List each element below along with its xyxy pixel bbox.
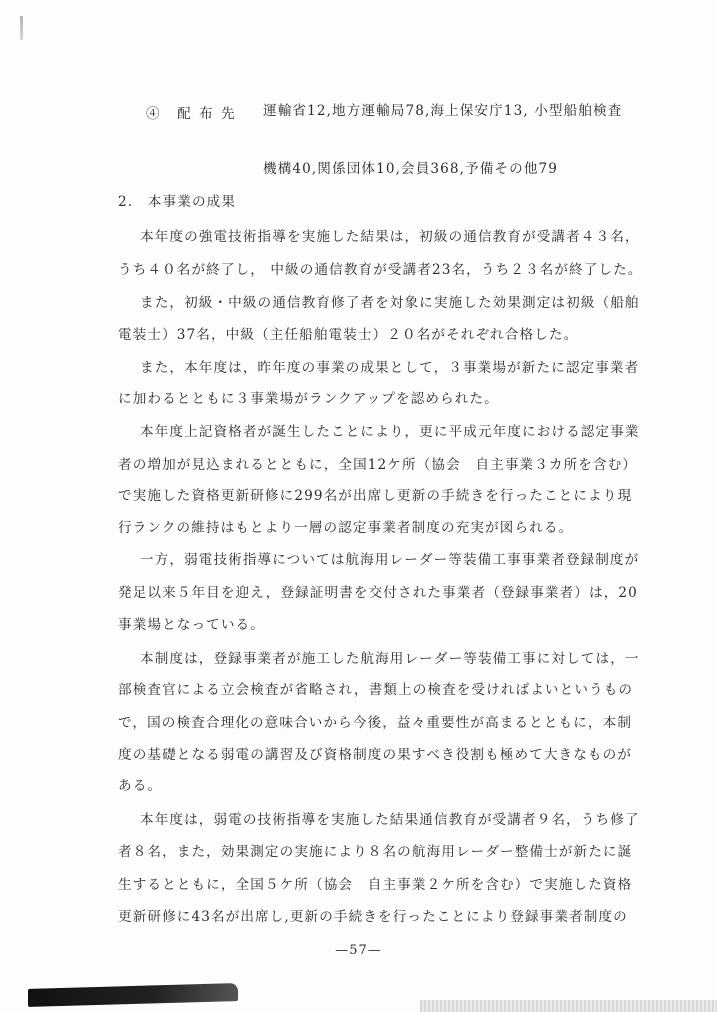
body-line: 電装士）37名，中級（主任船舶電装士）２０名がそれぞれ合格した。 — [118, 327, 579, 343]
body-line: また，本年度は，昨年度の事業の成果として，３事業場が新たに認定事業者 — [140, 360, 640, 376]
body-line: 本年度の強電技術指導を実施した結果は，初級の通信教育が受講者４３名， — [140, 229, 640, 245]
scan-artifact-edge — [28, 983, 238, 1007]
body-line: に加わるとともに３事業場がランクアップを認められた。 — [118, 391, 499, 407]
distribution-text-line-2: 機構40,関係団体10,会員368,予備その他79 — [263, 161, 559, 177]
section-heading: 2. 本事業の成果 — [118, 194, 237, 210]
body-line: 行ランクの維持はもとより一層の認定事業者制度の充実が図られる。 — [118, 520, 574, 536]
body-line: 本年度上記資格者が誕生したことにより，更に平成元年度における認定事業 — [140, 424, 640, 440]
body-line: 生するとともに，全国５ケ所（協会 自主事業２ケ所を含む）で実施した資格 — [118, 877, 633, 893]
body-line: 本年度は，弱電の技術指導を実施した結果通信教育が受講者９名，うち修了 — [140, 812, 640, 828]
distribution-label: ④ 配 布 先 — [146, 106, 237, 122]
body-line: うち４０名が終了し， 中級の通信教育が受講者23名，うち２３名が終了した。 — [118, 262, 643, 278]
distribution-text-line-1: 運輸省12,地方運輸局78,海上保安庁13, 小型船舶検査 — [263, 103, 623, 119]
scan-artifact-mark — [20, 16, 23, 40]
body-line: 本制度は，登録事業者が施工した航海用レーダー等装備工事に対しては，一 — [140, 651, 640, 667]
body-line: 更新研修に43名が出席し,更新の手続きを行ったことにより登録事業者制度の — [118, 909, 628, 925]
body-line: 度の基礎となる弱電の講習及び資格制度の果すべき役割も極めて大きなものが — [118, 747, 633, 763]
scan-artifact-edge — [420, 1000, 717, 1012]
body-line: で実施した資格更新研修に299名が出席し更新の手続きを行ったことにより現 — [118, 488, 633, 504]
body-line: 者８名，また，効果測定の実施により８名の航海用レーダー整備士が新たに誕 — [118, 844, 633, 860]
body-line: ある。 — [118, 778, 163, 794]
body-line: 部検査官による立会検査が省略され，書類上の検査を受ければよいというもの — [118, 682, 634, 698]
body-line: 者の増加が見込まれるとともに，全国12ケ所（協会 自主事業３カ所を含む） — [118, 457, 638, 473]
body-line: 発足以来５年目を迎え，登録証明書を交付された事業者（登録事業者）は，20 — [118, 585, 638, 601]
body-line: で，国の検査合理化の意味合いから今後，益々重要性が高まるとともに，本制 — [118, 715, 633, 731]
body-line: 事業場となっている。 — [118, 617, 265, 633]
body-line: 一方，弱電技術指導については航海用レーダー等装備工事事業者登録制度が — [140, 552, 640, 568]
body-line: また，初級・中級の通信教育修了者を対象に実施した効果測定は初級（船舶 — [140, 295, 640, 311]
page-number: —57— — [335, 943, 382, 958]
